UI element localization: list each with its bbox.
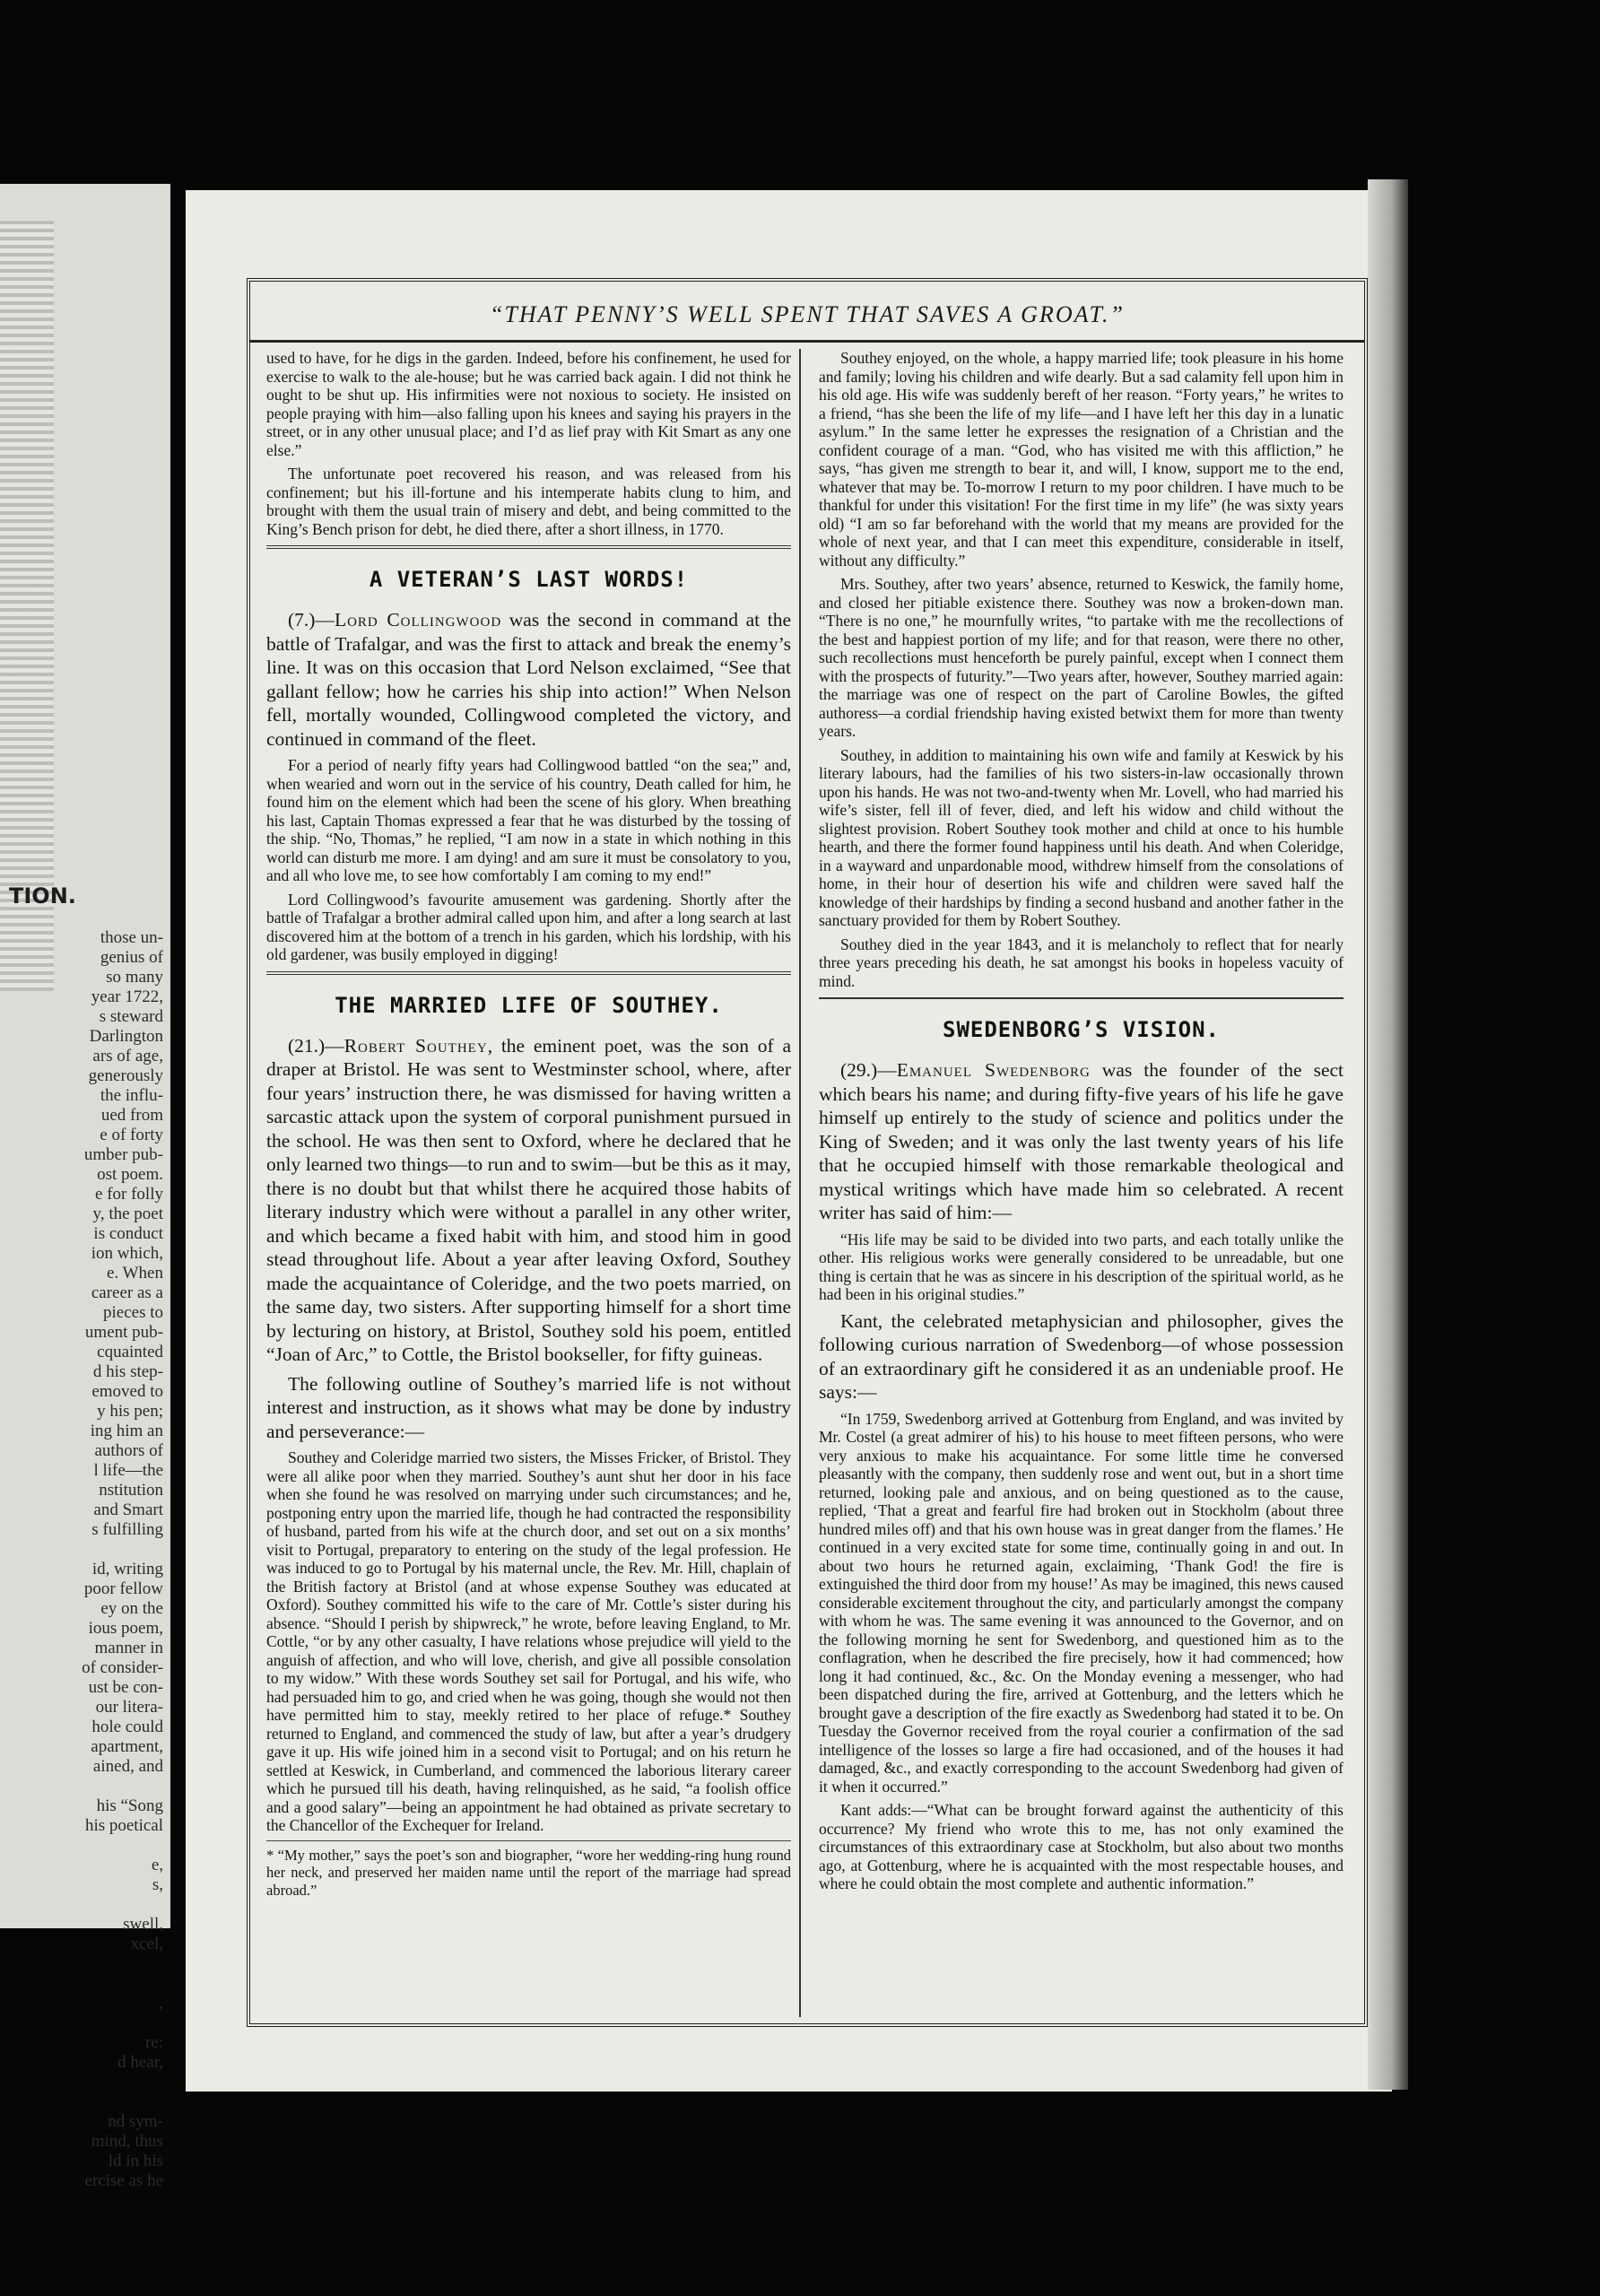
adjacent-page-line: nstitution — [99, 1481, 163, 1500]
adjacent-page-line: ars of age, — [92, 1047, 163, 1065]
item-number: (29.)— — [840, 1059, 897, 1081]
adjacent-page-line: e for folly — [95, 1185, 163, 1204]
subject-name: Robert Southey — [343, 1034, 488, 1057]
adjacent-page-line: ained, and — [92, 1757, 163, 1776]
adjacent-page-line: s steward — [99, 1007, 163, 1026]
adjacent-page-line: e of forty — [100, 1126, 163, 1144]
adjacent-page-line: ld in his — [108, 2152, 163, 2170]
adjacent-page-line: his poetical — [84, 1816, 163, 1835]
adjacent-page-line: is conduct — [93, 1224, 163, 1243]
section-rule — [819, 997, 1343, 999]
lead-text: was the second in command at the battle of Trafalgar, and was the first to attack and break the enemy’s line. It was on this occasion that Lord Nelson exclaimed, “See that gallant fellow; how he carries his ship into action!” When Nelson fell, mortally wounded, Collingwood completed the victory, and continued in command of the fleet. — [266, 609, 791, 750]
adjacent-page-line: career as a — [91, 1283, 163, 1302]
adjacent-page-line: of consider- — [82, 1658, 163, 1677]
lead-text: was the founder of the sect which bears his name; and during fifty-five years of his life he gave himself up entirely to the study of science and politics under the King of Sweden; and it was only the last twenty years of his life that he occupied himself with those remarkable theological and mystical writings which have made him so celebrated. A recent writer has said of him:— — [819, 1059, 1344, 1223]
adjacent-page-line: y his pen; — [97, 1402, 163, 1421]
item-number: (21.)— — [288, 1034, 344, 1057]
veteran-paragraph-3: Lord Collingwood’s favourite amusement was gardening. Shortly after the battle of Trafalgar a brother admiral called upon him, and after a long search at last discovered him at the bottom of a trench in his garden, which his lordship, with his old gardener, was busily employed in digging! — [266, 890, 791, 963]
adjacent-page-line: xcel, — [130, 1935, 163, 1953]
head-rule — [250, 340, 1364, 343]
adjacent-page-line: his “Song — [96, 1796, 163, 1815]
adjacent-page-line: year 1722, — [91, 987, 163, 1006]
adjacent-page-line: Darlington — [89, 1027, 163, 1046]
adjacent-page-line: generously — [88, 1066, 163, 1085]
adjacent-page-line: emoved to — [91, 1382, 163, 1401]
right-column — [819, 349, 1343, 2017]
swedenborg-lead-paragraph — [819, 1058, 1343, 1225]
adjacent-page-line: s fulfilling — [91, 1520, 163, 1539]
southey-lead-paragraph — [266, 1034, 791, 1367]
adjacent-page-line: ust be con- — [88, 1678, 163, 1697]
adjacent-page-line: e. When — [107, 1264, 163, 1283]
item-number: (7.)— — [288, 609, 335, 631]
adjacent-page-line: ercise as he — [84, 2171, 163, 2190]
southey-cont-4: Southey died in the year 1843, and it is melancholy to reflect that for nearly three years preceding his death, he sat amongst his books in hopeless vacuity of mind. — [819, 935, 1343, 990]
adjacent-page-line: our litera- — [95, 1698, 163, 1717]
subject-name: Emanuel Swedenborg — [896, 1059, 1091, 1081]
kant-adds: Kant adds:—“What can be brought forward against the authenticity of this occurrence? My friend who wrote this to me, has not only examined the circumstances of this extraordinary case at Stockholm, but also about two months ago, at Gottenburg, where he is acquainted with the most respectable houses, and where he could obtain the most complete and authentic information.” — [819, 1801, 1343, 1892]
adjacent-page-line: ument pub- — [84, 1323, 163, 1342]
subject-name: Lord Collingwood — [334, 609, 502, 631]
adjacent-page-line: manner in — [94, 1639, 163, 1657]
smart-paragraph-2: The unfortunate poet recovered his reason, and was released from his confinement; but his ill-fortune and his intemperate habits clung to him, and brought with them the usual train of misery and debt, and being committed to the King’s Bench prison for debt, he died there, after a short illness, in 1770. — [266, 465, 791, 538]
adjacent-page-line: ion which, — [91, 1244, 163, 1263]
adjacent-page-line: pieces to — [102, 1303, 163, 1322]
page-edge — [1368, 179, 1408, 2090]
adjacent-page-line: id, writing — [91, 1560, 163, 1578]
southey-cont-3: Southey, in addition to maintaining his own wife and family at Keswick by his literary labours, had the families of his two sisters-in-law occasionally thrown upon his hands. He was not two-and-twenty when Mr. Lovell, who had married his wife’s sister, fell ill of fever, died, and left his widow and child without the slightest provision. Robert Southey took mother and child at once to his humble hearth, and there the former found happiness until his death. And when Coleridge, in a wayward and unpardonable mood, withdrew himself from the consolations of home, in their hour of desertion his wife and children were saved half the knowledge of their hardships by finding a second husband and another father in the sanctuary provided for them by Robert Southey. — [819, 745, 1343, 929]
adjacent-page-line: cquainted — [97, 1343, 163, 1361]
adjacent-page-line: nd sym- — [108, 2112, 163, 2131]
adjacent-page-fragment — [0, 184, 170, 2190]
adjacent-page-line: l life—the — [93, 1461, 163, 1480]
southey-cont-1: Southey enjoyed, on the whole, a happy married life; took pleasure in his home and family; loving his children and wife dearly. But a sad calamity fell upon him in his old age. His wife was suddenly bereft of her reason. “Forty years,” he writes to a friend, “has she been the life of my life—and I have left her this day in a lunatic asylum.” In the same letter he expresses the resignation of a Christian and the confident courage of a man. “God, who has visited me with this affliction,” he says, “has given me strength to bear it, and will, I know, support me to the end, whatever that may be. To-morrow I return to my poor children. I have much to be thankful for under this visitation! For the first time in my life” (he was sixty years old) “I am so far beforehand with the world that my means are provided for the whole of next year, and that I can meet this expenditure, considerable in itself, without any difficulty.” — [819, 349, 1343, 570]
swedenborg-title: SWEDENBORG’S VISION. — [943, 1017, 1220, 1042]
adjacent-page-line: poor fellow — [83, 1579, 163, 1598]
page-frame — [247, 278, 1368, 2027]
section-rule — [266, 545, 791, 549]
adjacent-page-line: ey on the — [100, 1599, 163, 1618]
adjacent-page-line: swell, — [123, 1915, 163, 1934]
adjacent-page-line: ost poem. — [97, 1165, 163, 1184]
adjacent-page-line: mind, thus — [91, 2132, 163, 2151]
adjacent-page-line: authors of — [94, 1441, 163, 1460]
adjacent-page-line: , — [159, 1994, 163, 2013]
adjacent-page-line: genius of — [100, 948, 163, 967]
adjacent-page-line: d his step- — [92, 1362, 163, 1381]
footnote: * “My mother,” says the poet’s son and biographer, “wore her wedding-ring hung round her neck, and preserved her maiden name until the report of the marriage had spread abroad.” — [266, 1840, 791, 1900]
veteran-paragraph-2: For a period of nearly fifty years had Collingwood battled “on the sea;” and, when wearied and worn out in the service of his country, Death called for him, he found him on the element which had been the scene of his glory. When breathing his last, Captain Thomas expressed a fear that he was disturbed by the tossing of the ship. “No, Thomas,” he replied, “I am now in a state in which nothing in this world can disturb me more. I am dying! and am sure it must be consolatory to you, and all who love me, to see how comfortably I am coming to my end!” — [266, 756, 791, 884]
veteran-lead-paragraph — [266, 608, 791, 751]
adjacent-page-heading: TION. — [9, 883, 76, 909]
adjacent-page-line: the influ- — [100, 1086, 163, 1105]
running-head: “THAT PENNY’S WELL SPENT THAT SAVES A GROAT.” — [489, 301, 1126, 327]
adjacent-page-line: and Smart — [93, 1500, 163, 1519]
adjacent-page-line: so many — [106, 968, 163, 987]
adjacent-page-line: those un- — [100, 928, 163, 947]
southey-title: THE MARRIED LIFE OF SOUTHEY. — [335, 992, 723, 1018]
kant-intro: Kant, the celebrated metaphysician and philosopher, gives the following curious narration of Swedenborg—of whose possession of an extraordinary gift he considered it as an undeniable proof. He says:— — [819, 1309, 1343, 1403]
section-rule — [266, 971, 791, 975]
southey-quote: Southey and Coleridge married two sisters, the Misses Fricker, of Bristol. They were all alike poor when they married. Southey’s aunt shut her door in his face when she found he was resolved on marrying under such circumstances; and he, postponing entry upon the married life, though he had contracted the responsibility of husband, parted from his wife at the church door, and set out on a six months’ visit to Portugal, preparatory to entering on the study of the legal profession. He was induced to go to Portugal by his maternal uncle, the Rev. Mr. Hill, chaplain of the British factory at Bristol (and at whose expense Southey was educated at Oxford). Southey committed his wife to the care of Mr. Cottle’s sister during his absence. “Should I perish by shipwreck,” he wrote, before leaving England, to Mr. Cottle, “or by any other casualty, I have relations whose prejudice will yield to the anguish of affection, and who will love, cherish, and give all possible consolation to my widow.” With these words Southey set sail for Portugal, and his wife, who had persuaded him to go, and cried when he was going, though she would not then have permitted him to stay, meekly retired to her place of refuge.* Southey returned to England, and commenced the study of law, but after a year’s drudgery gave it up. His wife joined him in a second visit to Portugal; and on his return he settled at Keswick, in Cumberland, and commenced the laborious literary career which he pursued till his death, having relinquished, as he said, “a foolish office and a good salary”—being an appointment he had obtained as private secretary to the Chancellor of the Exchequer for Ireland. — [266, 1448, 791, 1834]
smart-paragraph-1: used to have, for he digs in the garden. Indeed, before his confinement, he used for exercise to walk to the ale-house; but he was carried back again. I did not think he ought to be shut up. His infirmities were not noxious to society. He insisted on people praying with him—also falling upon his knees and saying his prayers in the street, or in any other unusual place; and I’d as lief pray with Kit Smart as any one else.” — [266, 349, 791, 459]
southey-cont-2: Mrs. Southey, after two years’ absence, returned to Keswick, the family home, and closed her pitiable existence there. Southey was now a broken-down man. “There is no one,” he mournfully writes, “to partake with me the recollections of the best and happiest portion of my life; and for that reason, were there no other, such recollections must henceforth be purely painful, except when I connect them with the prospects of futurity.”—Two years after, however, Southey married again: the marriage was one of respect on the part of Caroline Bowles, the gifted authoress—a cordial friendship having existed betwixt them for more than twenty years. — [819, 575, 1343, 740]
adjacent-page-line: hole could — [91, 1718, 163, 1736]
adjacent-page-line: ued from — [100, 1106, 163, 1125]
left-column — [266, 349, 791, 2017]
adjacent-page-line: y, the poet — [92, 1205, 163, 1223]
engraving-illustration — [0, 220, 54, 991]
adjacent-page-line: s, — [152, 1875, 163, 1894]
adjacent-page-line: e, — [151, 1856, 163, 1874]
lead-text: , the eminent poet, was the son of a draper at Bristol. He was sent to Westminster school, where, after four years’ instruction there, he was dismissed for having written a sarcastic attack upon the system of corporal punishment pursued in the school. He was then sent to Oxford, where he declared that he only learned two things—to run and to swim—but be this as it may, there is no doubt but that whilst there he acquired those habits of literary industry which were without a parallel in any other writer, and which became a fixed habit with him, and stood him in good stead throughout life. About a year after leaving Oxford, Southey made the acquaintance of Coleridge, and the two poets married, on the same day, two sisters. After supporting himself for a short time by lecturing on history, at Bristol, Southey sold his poem, entitled “Joan of Arc,” to Cottle, the Bristol bookseller, for fifty guineas. — [266, 1034, 791, 1365]
adjacent-page-line: umber pub- — [83, 1145, 163, 1164]
adjacent-page-line: ious poem, — [88, 1619, 163, 1638]
adjacent-page-line: apartment, — [91, 1737, 163, 1756]
adjacent-page-line: ing him an — [90, 1422, 163, 1440]
adjacent-page-line: d hear, — [117, 2053, 163, 2072]
veteran-title: A VETERAN’S LAST WORDS! — [369, 567, 689, 592]
column-divider — [799, 349, 801, 2017]
southey-intro: The following outline of Southey’s married life is not without interest and instruction, as it shows what may be done by industry and perseverance:— — [266, 1372, 791, 1442]
swedenborg-quote-1: “His life may be said to be divided into two parts, and each totally unlike the other. His religious works were generally considered to be unreadable, but one thing is certain that he was as sincere in his description of the spiritual world, as he had been in his original studies.” — [819, 1230, 1343, 1303]
adjacent-page-line: re: — [144, 2033, 163, 2052]
swedenborg-quote-2: “In 1759, Swedenborg arrived at Gottenburg from England, and was invited by Mr. Costel (a great admirer of his) to his house to meet fifteen persons, who were very anxious to make his acquaintance. For some little time he conversed pleasantly with the company, then suddenly rose and went out, but in a short time returned, looking pale and anxious, and on being questioned as to the cause, replied, ‘That a great and fearful fire had broken out in Stockholm (about three hundred miles off) and that his own house was in great danger from the flames.’ He continued in a very excited state for some time, continually going in and out. In about two hours he returned again, exclaiming, ‘Thank God! the fire is extinguished the third door from my house!’ As may be imagined, this news caused considerable excitement throughout the city, and particularly amongst the company with whom he was. The same evening it was announced to the Governor, and on the following morning he sent for Swedenborg, and questioned him as to the conflagration, when he described the fire precisely, how it had commenced; how long it had continued, &c., &c. On the Monday evening a messenger, who had been dispatched during the fire, arrived at Gottenburg, and the letters which he brought gave a description of the fire exactly as Swedenborg had stated it to be. On Tuesday the Governor received from the royal courier a confirmation of the sad intelligence of the losses so large a fire had occasioned, and of the houses it had damaged, &c., and exactly corresponding to the account Swedenborg had given of it when it occurred.” — [819, 1409, 1343, 1796]
